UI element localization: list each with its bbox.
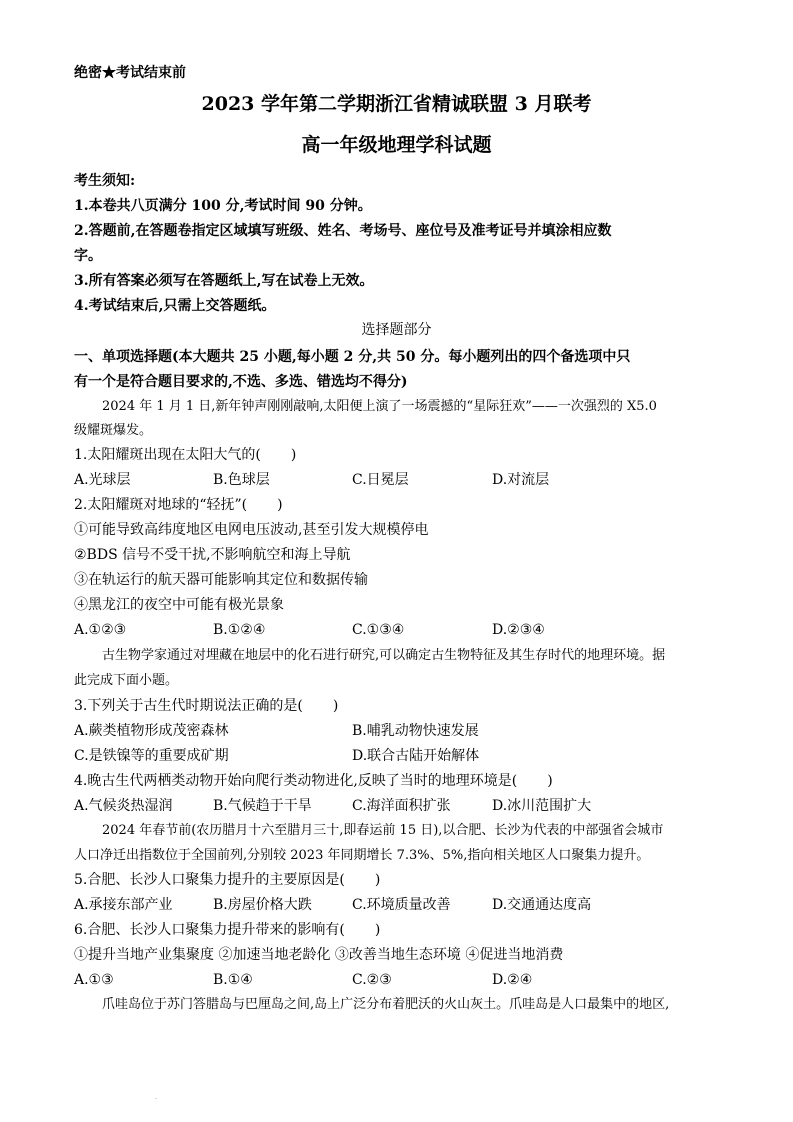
passage-text: 此完成下面小题。 — [74, 673, 179, 688]
option-a: A.①②③ — [74, 622, 127, 638]
notice-item: 3.所有答案必须写在答题纸上,写在试卷上无效。 — [74, 273, 374, 289]
passage-text: 2024 年春节前(农历腊月十六至腊月三十,即春运前 15 日),以合肥、长沙为代表的中部强省会城市 — [102, 823, 664, 838]
passage-text: 人口净迁出指数位于全国前列,分别较 2023 年同期增长 7.3%、5%,指向相关地区人口聚集力提升。 — [74, 848, 650, 863]
page-dot: . — [155, 1094, 157, 1101]
section-intro: 一、单项选择题(本大题共 25 小题,每小题 2 分,共 50 分。每小题列出的四个备选项中只 — [74, 349, 631, 365]
statement: ④黑龙江的夜空中可能有极光景象 — [74, 597, 284, 613]
option-d: D.冰川范围扩大 — [492, 798, 592, 814]
statement: ③在轨运行的航天器可能影响其定位和数据传输 — [74, 572, 368, 588]
option-d: D.②④ — [492, 972, 533, 988]
passage-text: 古生物学家通过对埋藏在地层中的化石进行研究,可以确定古生物特征及其生存时代的地理环境。据 — [102, 648, 666, 663]
question-stem: 4.晚古生代两栖类动物开始向爬行类动物进化,反映了当时的地理环境是( ) — [74, 773, 553, 789]
exam-subtitle: 高一年级地理学科试题 — [301, 134, 492, 156]
notice-heading: 考生须知: — [74, 173, 136, 189]
option-a: A.光球层 — [74, 472, 131, 488]
passage-text: 2024 年 1 月 1 日,新年钟声刚刚敲响,太阳便上演了一场震撼的“星际狂欢”——一次强烈的 X5.0 — [102, 399, 657, 414]
statement: ①提升当地产业集聚度 ②加速当地老龄化 ③改善当地生态环境 ④促进当地消费 — [74, 947, 564, 963]
question-stem: 1.太阳耀斑出现在太阳大气的( ) — [74, 447, 297, 463]
option-c: C.①③④ — [352, 622, 405, 638]
option-b: B.①②④ — [213, 622, 266, 638]
notice-item: 4.考试结束后,只需上交答题纸。 — [74, 298, 276, 314]
passage-text: 级耀斑爆发。 — [74, 423, 153, 438]
option-b: B.气候趋于干旱 — [213, 798, 312, 814]
question-stem: 5.合肥、长沙人口聚集力提升的主要原因是( ) — [74, 872, 381, 888]
confidential-mark: 绝密★考试结束前 — [74, 65, 186, 81]
question-stem: 3.下列关于古生代时期说法正确的是( ) — [74, 698, 339, 714]
notice-item: 1.本卷共八页满分 100 分,考试时间 90 分钟。 — [74, 198, 372, 214]
option-b: B.①④ — [213, 972, 253, 988]
option-d: D.对流层 — [492, 472, 550, 488]
statement: ①可能导致高纬度地区电网电压波动,甚至引发大规模停电 — [74, 522, 429, 538]
notice-item: 字。 — [74, 248, 102, 264]
option-b: B.哺乳动物快速发展 — [352, 723, 479, 739]
option-a: A.气候炎热湿润 — [74, 798, 173, 814]
notice-item: 2.答题前,在答题卷指定区域填写班级、姓名、考场号、座位号及准考证号并填涂相应数 — [74, 223, 612, 239]
option-c: C.日冕层 — [352, 472, 409, 488]
option-a: A.①③ — [74, 972, 114, 988]
option-b: B.色球层 — [213, 472, 270, 488]
option-c: C.②③ — [352, 972, 392, 988]
option-d: D.②③④ — [492, 622, 545, 638]
option-a: A.承接东部产业 — [74, 897, 173, 913]
option-d: D.联合古陆开始解体 — [352, 748, 480, 764]
question-stem: 2.太阳耀斑对地球的“轻抚”( ) — [74, 497, 283, 513]
option-c: C.海洋面积扩张 — [352, 798, 451, 814]
exam-title: 2023 学年第二学期浙江省精诚联盟 3 月联考 — [201, 93, 592, 115]
section-title: 选择题部分 — [361, 322, 432, 338]
option-c: C.是铁镍等的重要成矿期 — [74, 748, 229, 764]
option-c: C.环境质量改善 — [352, 897, 451, 913]
option-b: B.房屋价格大跌 — [213, 897, 312, 913]
question-stem: 6.合肥、长沙人口聚集力提升带来的影响有( ) — [74, 922, 381, 938]
passage-text: 爪哇岛位于苏门答腊岛与巴厘岛之间,岛上广泛分布着肥沃的火山灰土。爪哇岛是人口最集中的地区, — [102, 997, 670, 1012]
option-a: A.蕨类植物形成茂密森林 — [74, 723, 229, 739]
section-intro: 有一个是符合题目要求的,不选、多选、错选均不得分) — [74, 374, 408, 390]
statement: ②BDS 信号不受干扰,不影响航空和海上导航 — [74, 547, 351, 563]
option-d: D.交通通达度高 — [492, 897, 592, 913]
